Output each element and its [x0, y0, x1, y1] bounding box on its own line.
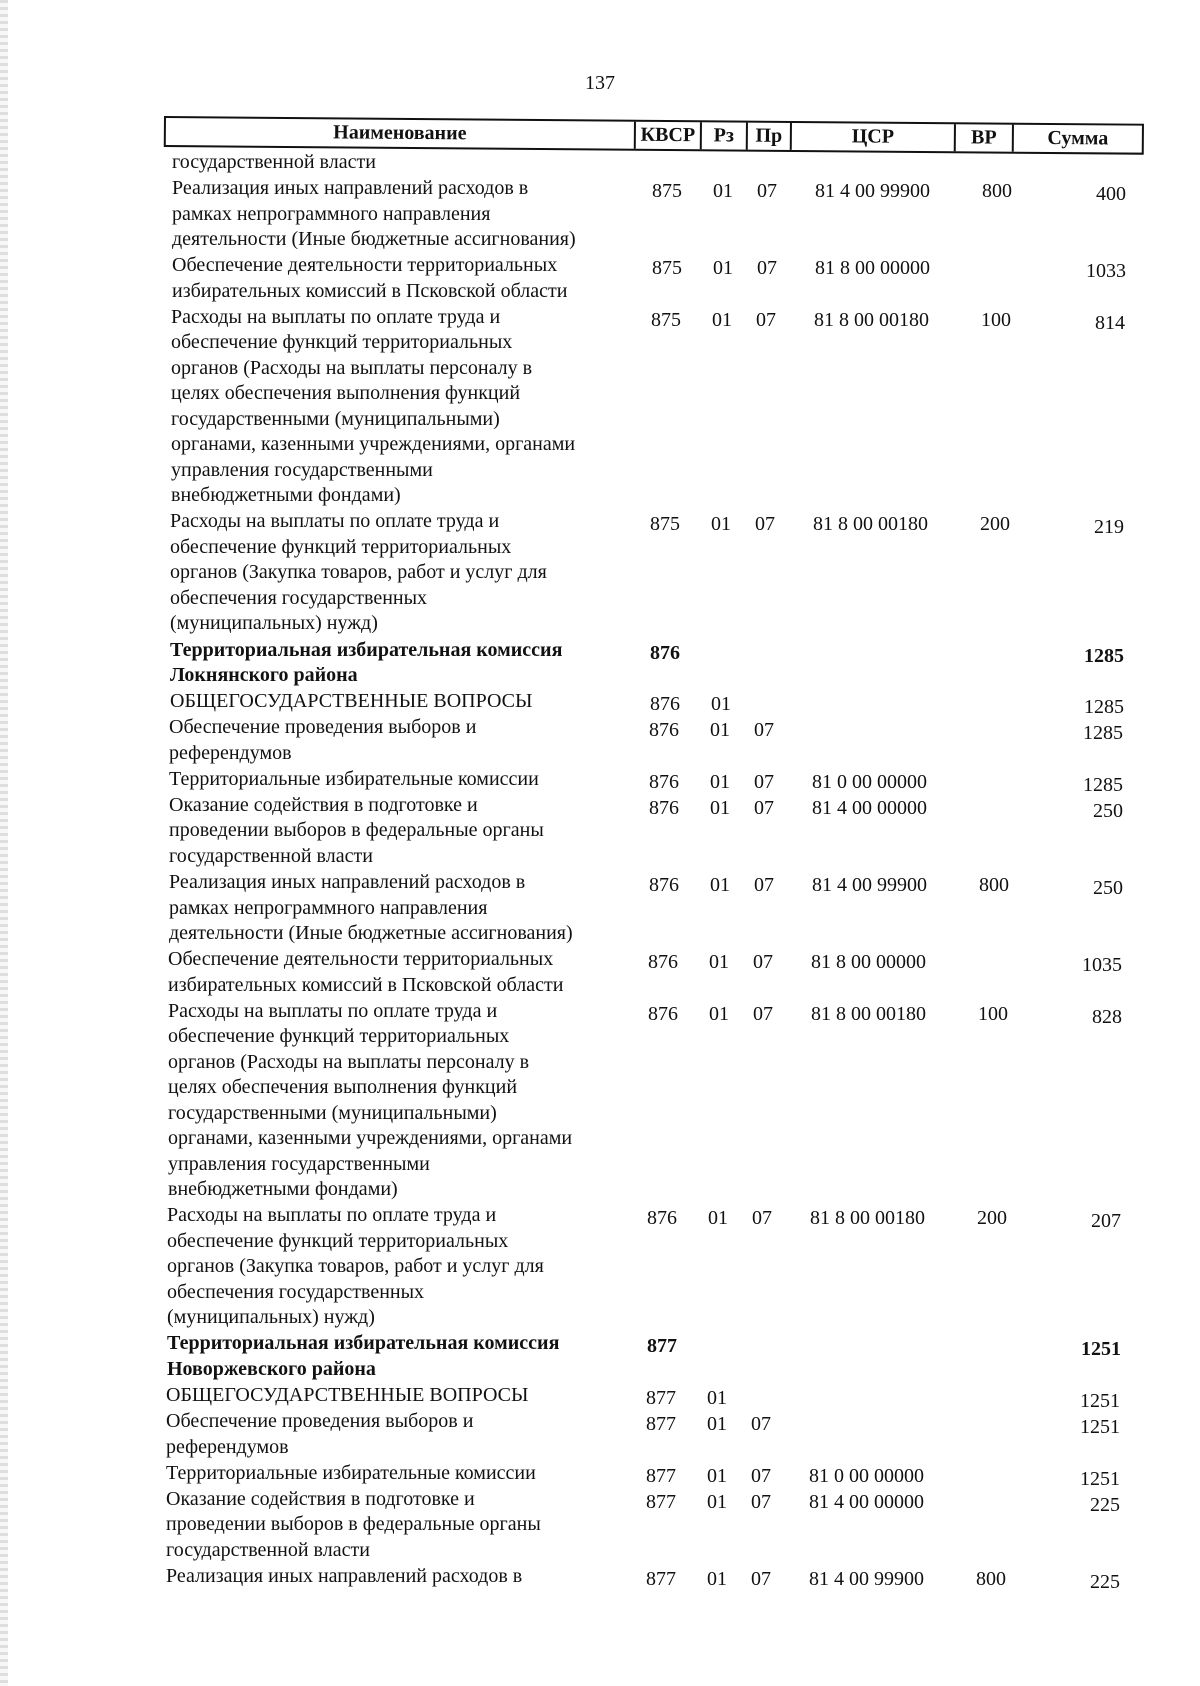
row-name: Оказание содействия в подготовке и проведении выборов в федеральные органы государственной власти: [166, 1487, 541, 1561]
row-pr: 07: [757, 180, 777, 203]
row-csr: 81 8 00 00180: [813, 513, 928, 536]
row-sum: 1285: [1083, 773, 1123, 796]
row-rz: 01: [710, 796, 730, 819]
row-rz: 01: [713, 257, 733, 280]
column-header-rz: Рз: [700, 122, 746, 149]
row-kvsr: 877: [646, 1464, 676, 1487]
row-csr: 81 8 00 00000: [811, 951, 926, 974]
row-sum: 1251: [1081, 1338, 1121, 1361]
row-sum: 1251: [1080, 1390, 1120, 1412]
row-csr: 81 4 00 00000: [809, 1490, 924, 1513]
column-header-vr: ВР: [954, 124, 1012, 151]
row-csr: 81 0 00 00000: [812, 770, 927, 793]
row-rz: 01: [710, 874, 730, 896]
row-sum: 1285: [1084, 696, 1124, 719]
row-vr: 200: [977, 1207, 1007, 1230]
row-name: Территориальные избирательные комиссии: [166, 1461, 536, 1484]
row-name: Расходы на выплаты по оплате труда и обеспечение функций территориальных органов (Расходы на выплаты персоналу в целях обеспечения выполнения функций государственными (муниципальными) органами, казенными учреждениями, органами управления государственными внебюджетными фондами): [171, 305, 576, 507]
row-csr: 81 0 00 00000: [809, 1464, 924, 1487]
row-pr: 07: [754, 770, 774, 793]
row-sum: 1285: [1083, 722, 1123, 745]
row-sum: 828: [1092, 1005, 1122, 1028]
row-vr: 800: [976, 1567, 1006, 1590]
row-name: Реализация иных направлений расходов в рамках непрограммного направления деятельности (Иные бюджетные ассигнования): [172, 177, 576, 251]
row-name: Обеспечение проведения выборов и референдумов: [166, 1410, 474, 1458]
row-kvsr: 876: [649, 796, 679, 819]
column-header-sum: Сумма: [1012, 125, 1142, 153]
row-kvsr: 876: [649, 719, 679, 742]
scanned-page-edge: [0, 0, 8, 1686]
table-header: [164, 116, 1144, 155]
column-header-pr: Пр: [746, 123, 790, 150]
row-name: ОБЩЕГОСУДАРСТВЕННЫЕ ВОПРОСЫ: [166, 1384, 529, 1406]
row-name: Территориальные избирательные комиссии: [169, 767, 539, 790]
row-rz: 01: [710, 770, 730, 793]
row-rz: 01: [708, 1207, 728, 1230]
row-name: ОБЩЕГОСУДАРСТВЕННЫЕ ВОПРОСЫ: [170, 690, 533, 713]
row-sum: 250: [1093, 799, 1123, 822]
row-kvsr: 877: [646, 1567, 676, 1590]
row-rz: 01: [707, 1464, 727, 1487]
row-csr: 81 4 00 99900: [812, 874, 927, 896]
row-name: Оказание содействия в подготовке и проведении выборов в федеральные органы государственной власти: [169, 793, 544, 867]
row-name: Обеспечение деятельности территориальных избирательных комиссий в Псковской области: [168, 948, 564, 996]
row-pr: 07: [755, 513, 775, 536]
row-kvsr: 875: [652, 257, 682, 280]
row-kvsr: 876: [647, 1207, 677, 1230]
row-csr: 81 8 00 00180: [811, 1002, 926, 1025]
row-kvsr: 875: [651, 308, 681, 331]
row-kvsr: 876: [649, 874, 679, 896]
row-vr: 200: [980, 513, 1010, 536]
row-kvsr: 876: [648, 1002, 678, 1025]
row-sum: 1251: [1080, 1416, 1120, 1439]
row-rz: 01: [707, 1413, 727, 1436]
row-kvsr: 875: [650, 513, 680, 536]
row-sum: 1285: [1084, 644, 1124, 667]
row-rz: 01: [709, 951, 729, 974]
row-rz: 01: [711, 513, 731, 536]
row-kvsr: 876: [648, 951, 678, 974]
row-kvsr: 877: [646, 1387, 676, 1409]
row-rz: 01: [707, 1490, 727, 1513]
row-pr: 07: [751, 1464, 771, 1487]
row-csr: 81 4 00 00000: [812, 796, 927, 819]
row-rz: 01: [710, 719, 730, 742]
row-sum: 1035: [1082, 954, 1122, 977]
row-sum: 250: [1093, 877, 1123, 899]
row-kvsr: 877: [646, 1490, 676, 1513]
row-name: Реализация иных направлений расходов в: [166, 1564, 523, 1587]
row-kvsr: 876: [650, 641, 680, 664]
row-name: Расходы на выплаты по оплате труда и обеспечение функций территориальных органов (Закупка товаров, работ и услуг для обеспечения государственных (муниципальных) нужд): [170, 510, 547, 635]
row-rz: 01: [707, 1387, 727, 1409]
row-pr: 07: [757, 257, 777, 280]
row-name: Расходы на выплаты по оплате труда и обеспечение функций территориальных органов (Закупка товаров, работ и услуг для обеспечения государственных (муниципальных) нужд): [167, 1204, 544, 1329]
row-rz: 01: [707, 1567, 727, 1590]
row-name: государственной власти: [172, 151, 376, 173]
row-sum: 225: [1090, 1493, 1120, 1516]
row-csr: 81 4 00 99900: [809, 1567, 924, 1590]
row-sum: 1251: [1080, 1467, 1120, 1490]
row-kvsr: 876: [649, 770, 679, 793]
row-pr: 07: [754, 796, 774, 819]
row-rz: 01: [709, 1002, 729, 1025]
column-header-name: Наименование: [333, 121, 467, 145]
row-name: Обеспечение проведения выборов и референдумов: [169, 716, 477, 764]
row-kvsr: 876: [650, 693, 680, 716]
row-pr: 07: [753, 1002, 773, 1025]
row-vr: 100: [978, 1002, 1008, 1025]
row-name: Территориальная избирательная комиссия Новоржевского района: [167, 1332, 560, 1380]
row-name: Реализация иных направлений расходов в рамках непрограммного направления деятельности (Иные бюджетные ассигнования): [169, 871, 573, 944]
row-vr: 800: [982, 180, 1012, 203]
page-number: 137: [585, 72, 615, 94]
row-name: Территориальная избирательная комиссия Локнянского района: [170, 638, 563, 686]
row-sum: 1033: [1086, 260, 1126, 283]
row-name: Обеспечение деятельности территориальных избирательных комиссий в Псковской области: [172, 254, 568, 302]
row-vr: 100: [981, 308, 1011, 331]
row-vr: 800: [979, 874, 1009, 896]
row-kvsr: 875: [652, 180, 682, 203]
row-sum: 207: [1091, 1210, 1121, 1233]
row-pr: 07: [751, 1490, 771, 1513]
row-sum: 814: [1095, 311, 1125, 334]
row-rz: 01: [712, 308, 732, 331]
row-csr: 81 8 00 00180: [814, 308, 929, 331]
row-csr: 81 8 00 00180: [810, 1207, 925, 1230]
row-sum: 400: [1096, 183, 1126, 206]
row-sum: 225: [1090, 1570, 1120, 1593]
row-csr: 81 8 00 00000: [815, 257, 930, 280]
row-kvsr: 877: [646, 1413, 676, 1436]
row-name: Расходы на выплаты по оплате труда и обеспечение функций территориальных органов (Расходы на выплаты персоналу в целях обеспечения выполнения функций государственными (муниципальными) органами, казенными учреждениями, органами управления государственными внебюджетными фондами): [168, 999, 573, 1201]
row-pr: 07: [756, 308, 776, 331]
row-kvsr: 877: [647, 1335, 677, 1358]
row-pr: 07: [751, 1567, 771, 1590]
column-header-csr: ЦСР: [790, 123, 954, 151]
row-pr: 07: [752, 1207, 772, 1230]
row-pr: 07: [754, 874, 774, 896]
row-pr: 07: [753, 951, 773, 974]
row-sum: 219: [1094, 516, 1124, 539]
row-pr: 07: [754, 719, 774, 742]
row-pr: 07: [751, 1413, 771, 1436]
row-csr: 81 4 00 99900: [815, 180, 930, 203]
row-rz: 01: [711, 693, 731, 716]
column-header-kvsr: КВСР: [634, 122, 700, 150]
row-rz: 01: [713, 180, 733, 203]
